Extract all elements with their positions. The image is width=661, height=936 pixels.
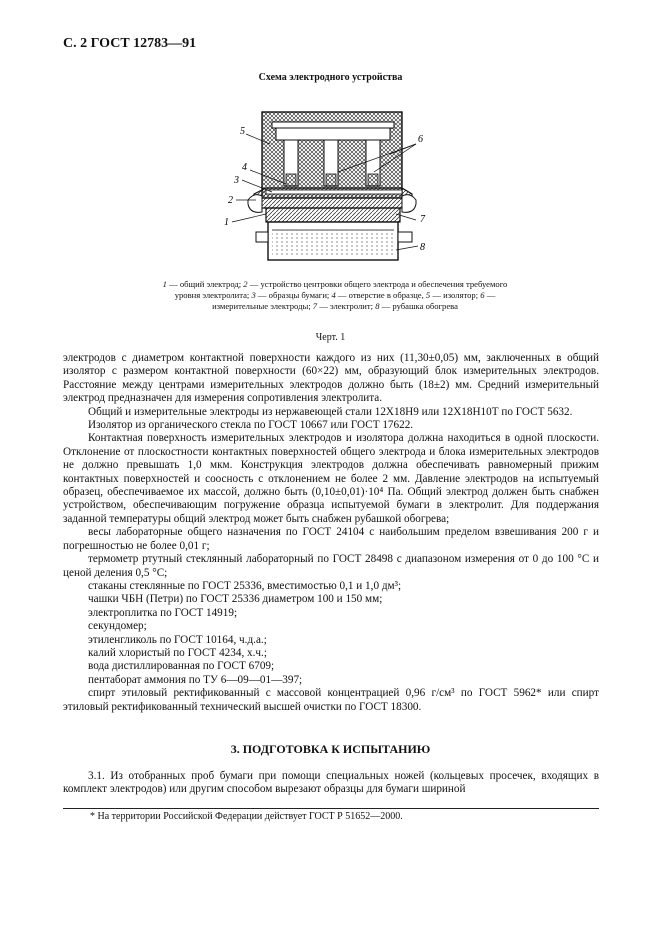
list-item: пентаборат аммония по ТУ 6—09—01—397; [88,673,303,686]
paper-samples [266,190,402,194]
legend-num-8: 8 [375,301,380,311]
legend-num-1: 1 [162,279,167,289]
drawing-number: Черт. 1 [315,332,346,343]
legend-num-5: 5 [425,290,431,300]
heating-jacket [256,222,412,260]
body-text [63,352,599,714]
paragraph: электродов с диаметром контактной поверхности каждого из них (11,30±0,05) мм, заключенных в общий изолятор с размером контактной поверхности (60×22) мм, образующий блок измерительных электродов. Расстояние между центрами измерительных электродов должно быть (18±2) мм. Средний измерительный электрод предназначен для измерения сопротивления электролита. [63,352,599,405]
legend-text-4: — отверстие в образце, [335,290,426,300]
label-8: 8 [420,242,425,253]
legend-num-6: 6 [480,290,485,300]
footnote: * На территории Российской Федерации действует ГОСТ Р 51652—2000. [90,811,403,822]
label-2: 2 [228,195,233,206]
figure-title: Схема электродного устройства [258,72,403,83]
measuring-electrodes [284,140,380,186]
section-heading: 3. ПОДГОТОВКА К ИСПЫТАНИЮ [230,742,431,756]
list-item: калий хлористый по ГОСТ 4234, х.ч.; [88,646,267,659]
page-header: С. 2 ГОСТ 12783—91 [63,36,197,51]
paragraph-3-1: 3.1. Из отобранных проб бумаги при помощи специальных ножей (кольцевых просечек, входящих в комплект электродов) или другим способом вырезают образцы для бумаги шириной [63,770,599,796]
list-item: вода дистиллированная по ГОСТ 6709; [88,660,275,673]
legend-num-7: 7 [312,301,318,311]
list-item: чашки ЧБН (Петри) по ГОСТ 25336 диаметром 100 и 150 мм; [88,593,383,606]
legend-text-7: — электролит; [317,301,376,311]
legend-text-5: — изолятор; [430,290,481,300]
legend-text-6: — измерительные электроды; [212,290,496,311]
common-electrode [266,208,400,222]
footnote-divider [63,808,599,809]
label-5: 5 [240,126,245,137]
label-1: 1 [224,217,229,228]
paragraph: термометр ртутный стеклянный лабораторный по ГОСТ 28498 с диапазоном измерения от 0 до 100 °С и ценой деления 0,5 °С; [63,553,599,579]
list-item: секундомер; [88,620,147,633]
legend-num-3: 3 [251,290,256,300]
legend-num-2: 2 [243,279,248,289]
electrode-diagram [220,104,450,276]
figure-caption [150,279,520,312]
label-3: 3 [234,175,239,186]
legend-num-4: 4 [331,290,336,300]
list-item: электроплитка по ГОСТ 14919; [88,606,238,619]
label-4: 4 [242,162,247,173]
paragraph: Контактная поверхность измерительных электродов и изолятора должна находиться в одной плоскости. Отклонение от плоскостности контактных поверхностей общего электрода и блока измерительных электродов не должно превышать 1,0 мкм. Конструкция электродов должна обеспечивать равномерный прижим контактных поверхностей и соосность с отклонением не более 2 мм. Давление электродов на испытуемый образец, обеспечиваемое их массой, должно быть (0,10±0,01)·10⁴ Па. Общий электрод должен быть снабжен устройством, обеспечивающим погружение образца испытуемой бумаги в электролит. Для поддержания заданной температуры общий электрод может быть снабжен рубашкой обогрева; [63,432,599,525]
legend-text-2: — устройство центровки общего электрода и обеспечения требуемого уровня электролита; [174,279,508,300]
paragraph: спирт этиловый ректификованный с массовой концентрацией 0,96 г/см³ по ГОСТ 5962* или спирт этиловый ректификованный технический высшей очистки по ГОСТ 18300. [63,687,599,713]
label-6: 6 [418,134,423,145]
legend-text-1: — общий электрод; [166,279,244,289]
paragraph: Изолятор из органического стекла по ГОСТ 10667 или ГОСТ 17622. [88,419,414,432]
list-item: этиленгликоль по ГОСТ 10164, ч.д.а.; [88,633,267,646]
paragraph: Общий и измерительные электроды из нержавеющей стали 12Х18Н9 или 12Х18Н10Т по ГОСТ 5632. [88,405,573,418]
label-7: 7 [420,214,425,225]
paragraph: весы лабораторные общего назначения по ГОСТ 24104 с наибольшим пределом взвешивания 200 г и погрешностью не более 0,01 г; [63,526,599,552]
legend-text-8: — рубашка обогрева [379,301,458,311]
legend-text-3: — образцы бумаги; [255,290,332,300]
list-item: стаканы стеклянные по ГОСТ 25336, вместимостью 0,1 и 1,0 дм³; [88,579,402,592]
